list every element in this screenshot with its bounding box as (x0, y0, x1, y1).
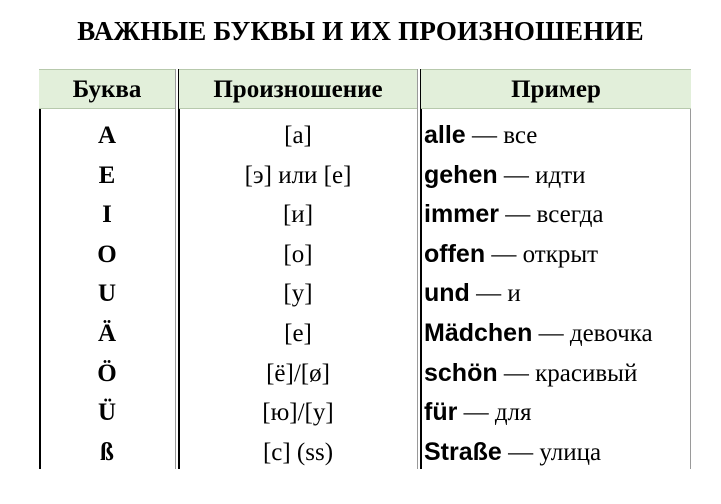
column-example (421, 69, 691, 469)
cell-pronunciation: [е] (284, 319, 312, 347)
example-word: für (424, 398, 458, 427)
cell-letter: Ö (97, 359, 117, 387)
cell-pronunciation: [у] (283, 280, 313, 308)
cell-example (421, 314, 691, 354)
header-example: Пример (421, 69, 691, 109)
cell-pronunciation: [с] (ss) (262, 438, 334, 466)
example-translation: — идти (497, 161, 586, 189)
example-translation: — открыт (485, 240, 599, 268)
header-pronunciation: Произношение (179, 69, 417, 109)
cell-letter: A (97, 122, 117, 149)
cell-letter: E (98, 161, 116, 189)
cell-letter: ß (100, 438, 114, 466)
example-word: Mädchen (424, 318, 533, 347)
example-translation: — для (457, 399, 532, 427)
example-translation: — все (465, 122, 538, 149)
cell-letter: U (97, 280, 117, 308)
cell-pronunciation: [э] или [е] (244, 161, 352, 189)
cell-example (421, 195, 691, 235)
example-word: gehen (424, 160, 498, 189)
cell-example (421, 354, 691, 394)
example-word: Straße (424, 437, 502, 466)
example-word: und (424, 279, 470, 308)
cell-pronunciation: [ю]/[у] (262, 399, 334, 427)
cell-letter: I (102, 201, 112, 229)
example-word: alle (424, 121, 466, 149)
page-title: ВАЖНЫЕ БУКВЫ И ИХ ПРОИЗНОШЕНИЕ (77, 16, 644, 46)
cell-example (421, 393, 691, 433)
header-letter: Буква (39, 69, 175, 109)
cell-pronunciation: [ё]/[ø] (266, 359, 330, 387)
example-translation: — всегда (499, 201, 604, 229)
example-translation: — и (469, 280, 521, 308)
column-divider (175, 69, 176, 469)
example-word: offen (424, 239, 486, 268)
cell-example (421, 156, 691, 196)
cell-pronunciation: [о] (283, 240, 313, 268)
example-translation: — красивый (497, 359, 638, 387)
cell-example (421, 274, 691, 314)
column-letter (39, 69, 175, 469)
column-pronunciation (179, 69, 417, 469)
example-word: schön (424, 358, 498, 387)
letters-table (39, 69, 691, 469)
cell-pronunciation: [а] (284, 122, 312, 149)
example-translation: — девочка (532, 319, 653, 347)
cell-example (421, 235, 691, 275)
example-translation: — улица (501, 438, 602, 466)
example-word: immer (424, 200, 500, 229)
cell-letter: Ä (97, 319, 117, 347)
cell-letter: O (97, 240, 117, 268)
column-divider (417, 69, 418, 469)
cell-letter: Ü (97, 399, 117, 427)
cell-example (421, 433, 691, 473)
cell-pronunciation: [и] (282, 201, 314, 229)
cell-example (421, 116, 691, 156)
